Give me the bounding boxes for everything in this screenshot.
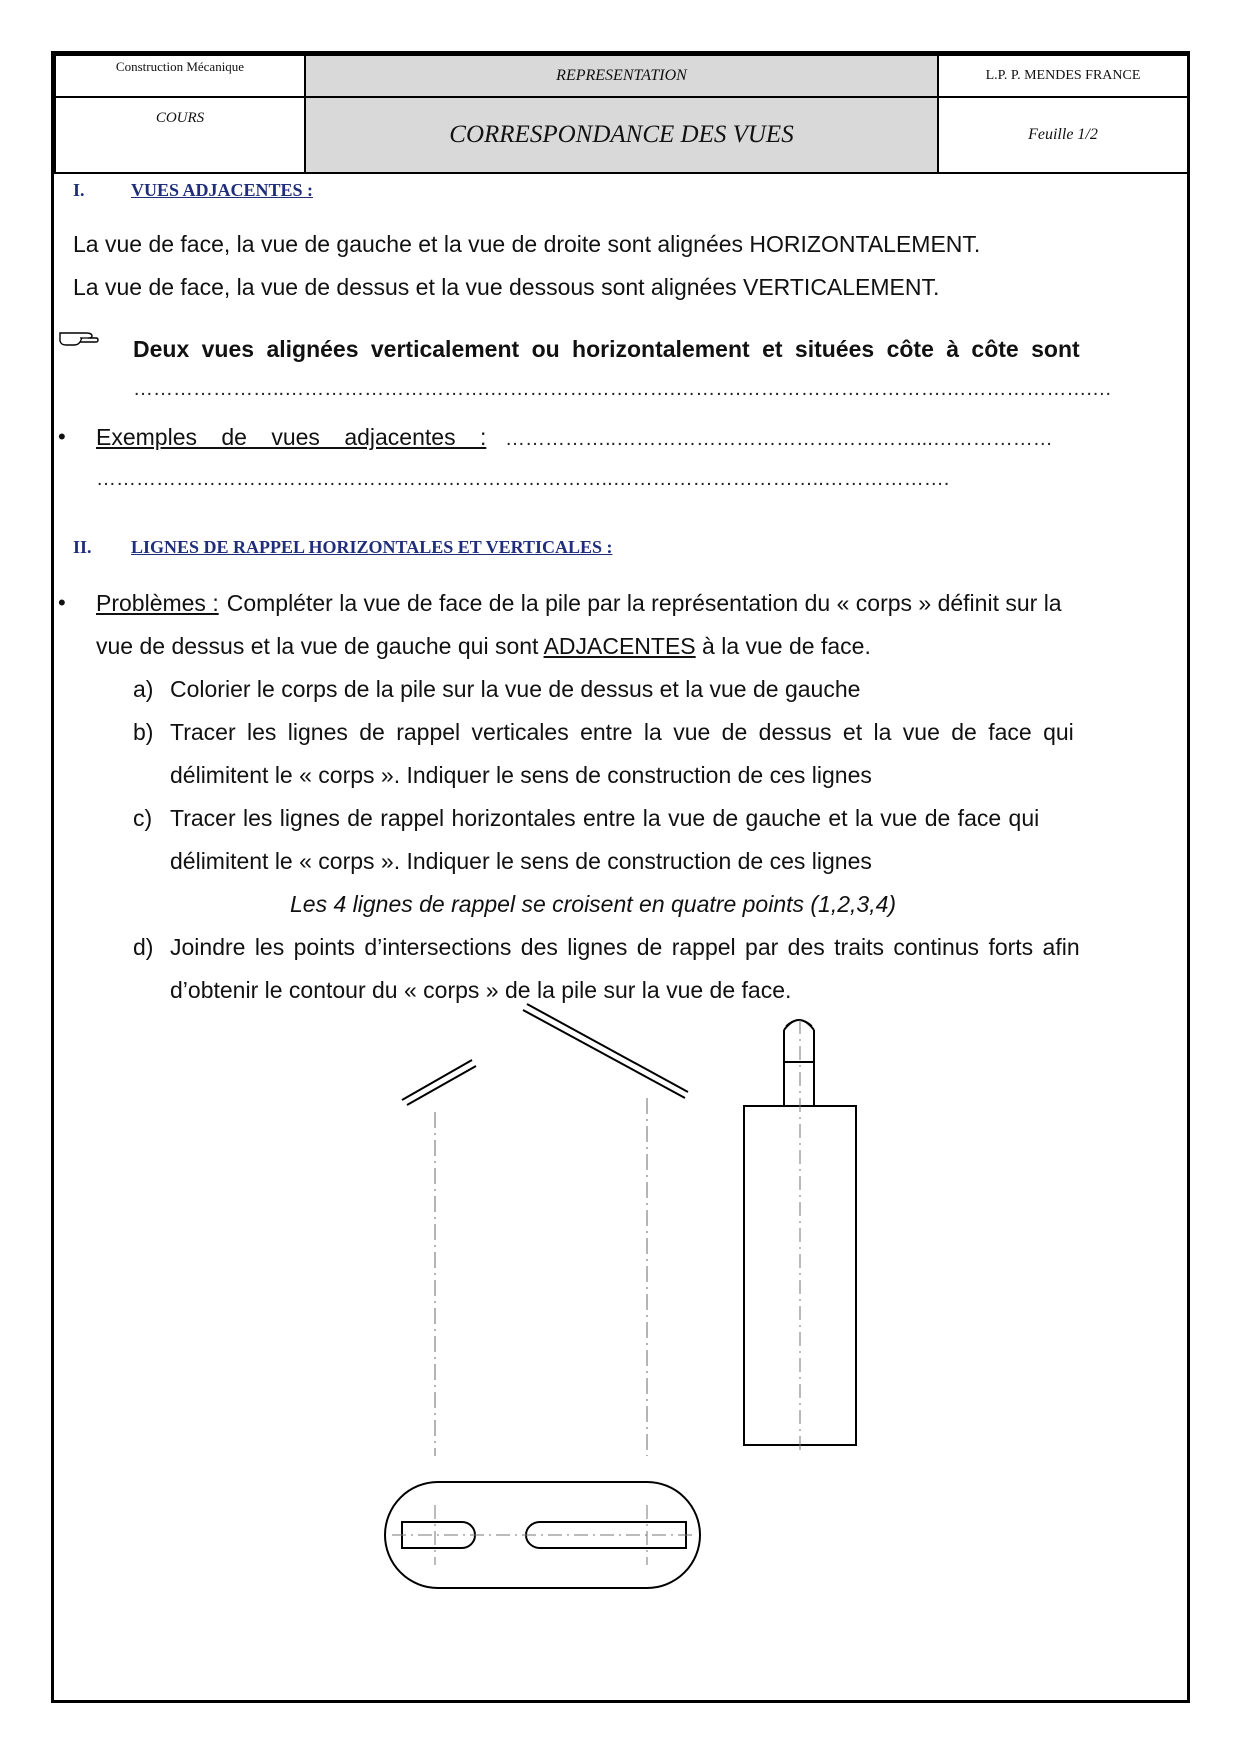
problem-text-2c: à la vue de face. (702, 633, 871, 659)
problem-label: Problèmes : (96, 590, 219, 616)
projection-lines (435, 1098, 647, 1456)
step-b-line-2: délimitent le « corps ». Indiquer le sens de construction de ces lignes (170, 762, 872, 788)
header-type: COURS (55, 97, 305, 173)
section-2-number: II. (73, 537, 92, 557)
bullet-problems: • (58, 590, 66, 615)
header-sheet: Feuille 1/2 (938, 97, 1188, 173)
examples-dots-1: ……………..………………………………………...……………… (505, 428, 1053, 450)
examples-dots-2: …………………………………………….……………………..…………………………..………………. (96, 468, 950, 490)
step-c-line-2: délimitent le « corps ». Indiquer le sens de construction de ces lignes (170, 848, 872, 874)
section-1-note-text: Deux vues alignées verticalement ou horizontalement et situées côte à côte sont (133, 336, 1080, 362)
bullet-examples: • (58, 424, 66, 449)
examples-label: Exemples de vues adjacentes : (96, 424, 487, 450)
problem-text-1: Compléter la vue de face de la pile par la représentation du « corps » définit sur la (226, 590, 1062, 616)
top-view-axes (392, 1505, 695, 1565)
step-c-line-1: Tracer les lignes de rappel horizontales entre la vue de gauche et la vue de face qui (170, 805, 1040, 831)
step-d-line-1: Joindre les points d’intersections des lignes de rappel par des traits continus forts afin (170, 934, 1080, 960)
problem-text-2a: vue de dessus et la vue de gauche qui sont (96, 633, 539, 659)
step-b-marker: b) (133, 719, 154, 745)
step-a-line-1: Colorier le corps de la pile sur la vue de dessus et la vue de gauche (170, 676, 861, 702)
step-b-line-1: Tracer les lignes de rappel verticales entre la vue de dessus et la vue de face qui (170, 719, 1074, 745)
section-2-title: LIGNES DE RAPPEL HORIZONTALES ET VERTICALES : (131, 537, 613, 557)
header-subject: Construction Mécanique (55, 55, 305, 97)
section-1-number: I. (73, 180, 85, 200)
note-answer-dots: …………………..………………………….……………………….……….………………………….………………….… (133, 378, 1112, 400)
section-1-line-1: La vue de face, la vue de gauche et la vue de droite sont alignées HORIZONTALEMENT. (73, 231, 981, 257)
header-topic: REPRESENTATION (305, 55, 938, 97)
header-school: L.P. P. MENDES FRANCE (938, 55, 1188, 97)
section-1-line-2: La vue de face, la vue de dessus et la vue dessous sont alignées VERTICALEMENT. (73, 274, 940, 300)
problem-text-2b: ADJACENTES (543, 633, 696, 659)
italic-note: Les 4 lignes de rappel se croisent en quatre points (1,2,3,4) (290, 891, 897, 917)
step-a-marker: a) (133, 676, 154, 702)
header-title: CORRESPONDANCE DES VUES (305, 97, 938, 173)
oblique-lines (402, 1004, 688, 1105)
section-1-title: VUES ADJACENTES : (131, 180, 314, 200)
step-c-marker: c) (133, 805, 153, 831)
step-d-marker: d) (133, 934, 154, 960)
step-d-line-2: d’obtenir le contour du « corps » de la pile sur la vue de face. (170, 977, 792, 1003)
